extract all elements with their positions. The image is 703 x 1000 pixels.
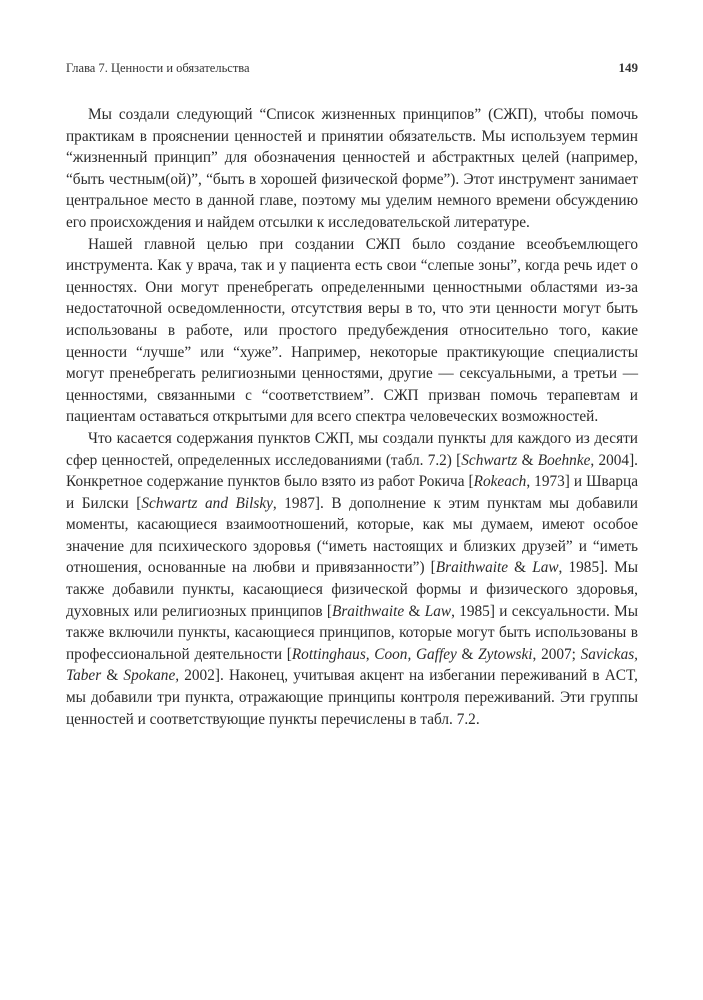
citation-author: Savickas, Taber (66, 645, 638, 685)
citation-author: Schwartz (461, 451, 518, 469)
citation-author: Boehnke (537, 451, 591, 469)
text-run: Что касается содержания пунктов СЖП, мы создали пункты для каждого из десяти сфер ценностей, определенных исследованиями (табл. 7.2) [ (66, 429, 638, 469)
citation-author: Rottinghaus, Coon, Gaffey (291, 645, 457, 663)
text-run: , 2004]. Конкретное содержание пунктов было взято из работ Рокича [ (66, 451, 638, 491)
text-run: & (101, 667, 124, 685)
text-run: Мы создали следующий “Список жизненных принципов” (СЖП), чтобы помочь практикам в прояснении ценностей и принятии обязательств. Мы используем термин “жизненный принцип” для обозначения ценностей и абстрактных целей (например, “быть честным(ой)”, “быть в хорошей физической форме”). Этот инструмент занимает центральное место в данной главе, поэтому мы уделим немного времени обсуждению его происхождения и найдем отсылки к исследовательской литературе. (66, 106, 638, 231)
citation-author: Law (424, 602, 452, 620)
citation-author: Law (532, 559, 559, 577)
text-run: & (508, 559, 533, 577)
text-run: , 1973] и Шварца и Билски [ (66, 473, 638, 512)
running-head (66, 60, 638, 76)
citation-author: Spokane, (123, 667, 180, 685)
page-number: 149 (618, 60, 638, 75)
book-page (66, 60, 638, 730)
citation-author: Rokeach (473, 473, 527, 491)
paragraph-1 (66, 104, 638, 234)
text-run: Нашей главной целью при создании СЖП было создание всеобъемлющего инструмента. Как у врача, так и у пациента есть свои “слепые зоны”, когда речь идет о ценностях. Они могут пренебрегать определенными ценностными областями из-за недостаточной осведомленности, отсутствия веры в то, что эти ценности могут быть использованы в работе, или простого предубеждения относительно того, какие ценности “лучше” или “хуже”. Например, некоторые практикующие специалисты могут пренебрегать религиозными ценностями, другие — сексуальными, а третьи — ценностями, связанными с “соответствием”. СЖП призван помочь терапевтам и пациентам оставаться открытыми для всего спектра человеческих возможностей. (66, 235, 638, 426)
body-text (66, 104, 638, 730)
text-run: & (404, 602, 425, 620)
paragraph-3 (66, 428, 638, 730)
citation-author: Zytowski (478, 645, 533, 663)
text-run: & (517, 451, 538, 469)
chapter-title: Глава 7. Ценности и обязательства (66, 61, 250, 75)
text-run: , 1985]. Мы также добавили пункты, касающиеся физической формы и физического здоровья, духовных или религиозных принципов [ (66, 559, 639, 620)
citation-author: Schwartz and Bilsky (141, 494, 273, 512)
text-run: , 1987]. В дополнение к этим пунктам мы добавили моменты, касающиеся взаимоотношений, которые, как мы думаем, имеют особое значение для психического здоровья (“иметь настоящих и близких друзей” и “иметь отношения, основанные на любви и привязанности”) [ (66, 494, 638, 577)
text-run: , 1985] и сексуальности. Мы также включили пункты, касающиеся принципов, которые могут быть использованы в профессиональной деятельности [ (66, 602, 638, 663)
citation-author: Braithwaite (331, 602, 405, 620)
text-run: 2002]. Наконец, учитывая акцент на избегании переживаний в ACT, мы добавили три пункта, отражающие принципы контроля переживаний. Эти группы ценностей и соответствующие пункты перечислены в табл. 7.2. (66, 667, 639, 728)
text-run: & (456, 645, 479, 663)
citation-author: Braithwaite (435, 559, 509, 577)
paragraph-2 (66, 234, 638, 428)
text-run: , 2007; (532, 645, 581, 663)
